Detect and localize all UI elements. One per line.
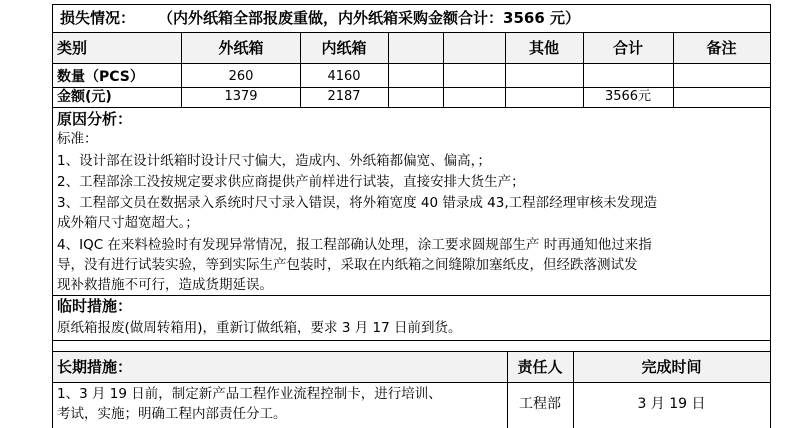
loss-summary: （内外纸箱全部报废重做，内外纸箱采购金额合计：3566 元） [158, 9, 580, 27]
grid-line [181, 32, 182, 107]
owner-header: 责任人 [517, 358, 563, 376]
cause-line: 2、工程部涂工没按规定要求供应商提供产前样进行试装，直接安排大货生产； [57, 174, 525, 190]
temp-measures-text: 原纸箱报废(做周转箱用)，重新订做纸箱，要求 3 月 17 日前到货。 [57, 320, 462, 336]
long-term-item-date: 3 月 19 日 [637, 396, 706, 412]
grid-line [52, 382, 771, 383]
grid-line [770, 4, 771, 428]
cause-line: 4、IQC 在来料检验时有发现异常情况，报工程部确认处理，涂工要求圆规部生产 时再通知他过来指 [57, 237, 652, 253]
grid-line [505, 32, 506, 107]
long-term-title: 长期措施： [57, 358, 133, 376]
long-term-item-text: 1、3 月 19 日前，制定新产品工程作业流程控制卡，进行培训、 [57, 386, 442, 402]
loss-title: 损失情况： [60, 9, 136, 27]
row-quantity-total [583, 67, 673, 87]
grid-line [673, 32, 674, 107]
grid-line [507, 351, 508, 428]
row-amount-inner: 2187 [327, 89, 361, 104]
row-quantity-inner: 4160 [327, 69, 361, 84]
cause-line: 导，没有进行试装实验，等到实际生产包装时，采取在内纸箱之间缝隙加塞纸皮，但经跌落测试发 [57, 257, 638, 273]
cause-line: 现补救措施不可行，造成货期延误。 [57, 277, 273, 293]
grid-line [573, 351, 574, 428]
grid-line [52, 4, 53, 428]
grid-line [52, 340, 771, 341]
grid-line [52, 63, 771, 64]
cause-title: 原因分析： [57, 110, 133, 128]
grid-line [443, 32, 444, 107]
long-term-item-text: 考试，实施；明确工程内部责任分工。 [57, 406, 287, 422]
cause-line: 3、工程部文员在数据录入系统时尺寸录入错误，将外箱宽度 40 错录成 43,工程部经理审核未发现造 [57, 195, 658, 211]
header-category: 类别 [57, 39, 88, 57]
header-total: 合计 [612, 39, 643, 57]
grid-line [583, 32, 584, 107]
row-amount-outer: 1379 [224, 89, 258, 104]
grid-line [52, 107, 771, 108]
cause-line: 成外箱尺寸超宽超大。； [57, 215, 199, 231]
row-amount-label: 金额(元) [57, 89, 112, 105]
grid-line [388, 32, 389, 107]
cause-line: 标准： [57, 131, 98, 147]
grid-line [52, 32, 771, 33]
grid-line [52, 295, 771, 296]
header-other: 其他 [528, 39, 559, 57]
header-outer-box: 外纸箱 [218, 39, 264, 57]
row-quantity-label: 数量（PCS） [57, 69, 144, 85]
completion-date-header: 完成时间 [641, 358, 702, 376]
row-quantity-outer: 260 [228, 69, 254, 84]
grid-line [52, 4, 771, 5]
long-term-item-owner: 工程部 [519, 396, 561, 412]
header-inner-box: 内纸箱 [321, 39, 367, 57]
temp-measures-title: 临时措施： [57, 297, 133, 315]
row-amount-total: 3566元 [604, 89, 652, 104]
cause-line: 1、设计部在设计纸箱时设计尺寸偏大，造成内、外纸箱都偏宽、偏高，； [57, 153, 491, 169]
grid-line [52, 87, 771, 88]
grid-line [52, 351, 771, 352]
grid-line [300, 32, 301, 107]
header-remark: 备注 [706, 39, 737, 57]
